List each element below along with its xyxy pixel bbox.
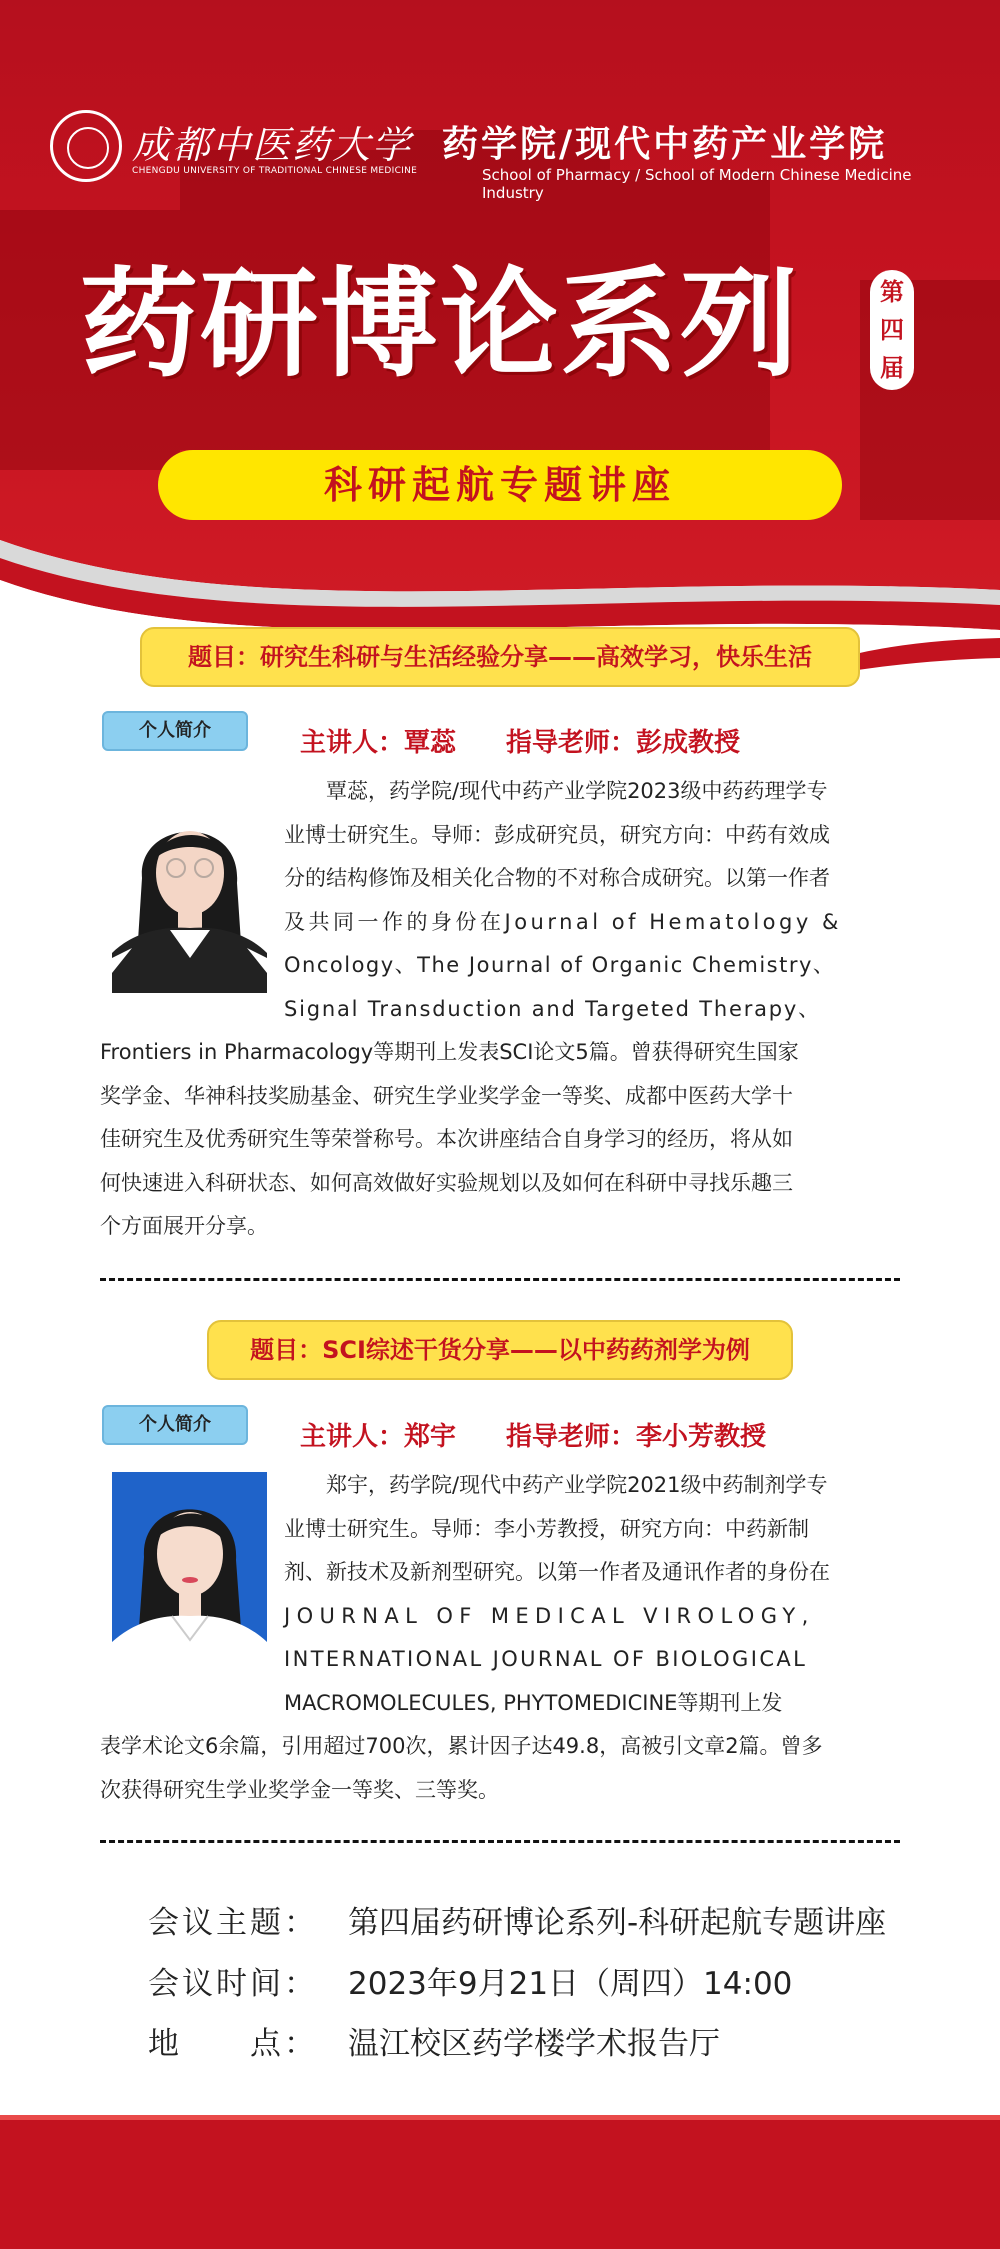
university-name-en: CHENGDU UNIVERSITY OF TRADITIONAL CHINESE MEDICINE bbox=[132, 166, 418, 176]
bio-line: Frontiers in Pharmacology等期刊上发表SCI论文5篇。曾获得研究生国家 bbox=[100, 1040, 799, 1064]
bio-line: INTERNATIONAL JOURNAL OF BIOLOGICAL bbox=[284, 1647, 808, 1671]
logo-row bbox=[50, 110, 970, 202]
bio-line: 何快速进入科研状态、如何高效做好实验规划以及如何在科研中寻找乐趣三 bbox=[100, 1170, 793, 1195]
speaker-photo bbox=[112, 1472, 267, 1686]
meeting-time-value: 2023年9月21日（周四）14:00 bbox=[348, 1966, 793, 2002]
speaker-bio-bottom bbox=[100, 1725, 900, 1812]
university-name-cn: 成都中医药大学 bbox=[132, 123, 413, 167]
bio-line: 奖学金、华神科技奖励基金、研究生学业奖学金一等奖、成都中医药大学十 bbox=[100, 1083, 793, 1108]
intro-tag-label: 个人简介 bbox=[139, 720, 211, 741]
intro-tag-label: 个人简介 bbox=[139, 1414, 211, 1435]
speaker-bio-top bbox=[284, 770, 900, 1031]
speaker-name: 主讲人：覃蕊 bbox=[300, 728, 457, 758]
school-name-en: School of Pharmacy / School of Modern Chinese Medicine Industry bbox=[482, 166, 912, 202]
footer-band bbox=[0, 2120, 1000, 2249]
topic-text: 题目：研究生科研与生活经验分享——高效学习，快乐生活 bbox=[188, 643, 812, 671]
meeting-place-value: 温江校区药学楼学术报告厅 bbox=[348, 2026, 720, 2062]
subtitle-text: 科研起航专题讲座 bbox=[323, 463, 676, 507]
bio-line: 个方面展开分享。 bbox=[100, 1214, 268, 1238]
series-title: 药研博论系列 bbox=[80, 255, 801, 393]
edition-badge bbox=[870, 270, 914, 390]
bio-line: 覃蕊，药学院/现代中药产业学院2023级中药药理学专 bbox=[326, 779, 828, 803]
bio-line: 郑宇，药学院/现代中药产业学院2021级中药制剂学专 bbox=[326, 1473, 828, 1497]
bio-line: 业博士研究生。导师：彭成研究员，研究方向：中药有效成 bbox=[284, 822, 830, 847]
bio-line: 表学术论文6余篇，引用超过700次，累计因子达49.8，高被引文章2篇。曾多 bbox=[100, 1734, 823, 1758]
bio-line: 及共同一作的身份在Journal of Hematology & bbox=[284, 909, 842, 934]
bio-line: Oncology、The Journal of Organic Chemistry、 bbox=[284, 953, 836, 977]
edition-char: 届 bbox=[880, 354, 904, 382]
meeting-theme bbox=[148, 1897, 886, 1942]
bio-line: 业博士研究生。导师：李小芳教授，研究方向：中药新制 bbox=[284, 1516, 809, 1541]
topic-pill bbox=[140, 627, 860, 687]
divider bbox=[100, 1840, 900, 1843]
topic-pill bbox=[207, 1320, 793, 1380]
meeting-place-label: 地 点： bbox=[148, 2026, 318, 2062]
edition-char: 第 bbox=[880, 278, 904, 306]
bio-line: 剂、新技术及新剂型研究。以第一作者及通讯作者的身份在 bbox=[284, 1560, 830, 1584]
intro-tag bbox=[102, 711, 248, 751]
topic-text: 题目：SCI综述干货分享——以中药药剂学为例 bbox=[250, 1336, 750, 1364]
meeting-theme-label: 会议主题： bbox=[148, 1905, 318, 1941]
bio-line: MACROMOLECULES, PHYTOMEDICINE等期刊上发 bbox=[284, 1690, 783, 1715]
speaker-name: 主讲人：郑宇 bbox=[300, 1422, 457, 1452]
speaker-bio-bottom bbox=[100, 1031, 900, 1249]
speaker-photo bbox=[112, 798, 267, 993]
bio-line: 次获得研究生学业奖学金一等奖、三等奖。 bbox=[100, 1777, 499, 1802]
advisor-name: 指导老师：彭成教授 bbox=[506, 728, 741, 758]
speaker-line bbox=[300, 722, 740, 759]
meeting-time bbox=[148, 1958, 792, 2003]
speaker-bio-top bbox=[284, 1464, 900, 1725]
school-name-cn: 药学院/现代中药产业学院 bbox=[442, 123, 888, 165]
edition-char: 四 bbox=[880, 316, 904, 344]
bio-line: 分的结构修饰及相关化合物的不对称合成研究。以第一作者 bbox=[284, 866, 830, 890]
university-logo-icon bbox=[50, 110, 122, 182]
bio-line: JOURNAL OF MEDICAL VIROLOGY, bbox=[284, 1603, 815, 1628]
speaker-line bbox=[300, 1416, 766, 1453]
meeting-place bbox=[148, 2018, 720, 2063]
bio-line: 佳研究生及优秀研究生等荣誉称号。本次讲座结合自身学习的经历，将从如 bbox=[100, 1127, 793, 1151]
meeting-theme-value: 第四届药研博论系列-科研起航专题讲座 bbox=[348, 1905, 887, 1941]
bio-line: Signal Transduction and Targeted Therapy、 bbox=[284, 996, 821, 1021]
advisor-name: 指导老师：李小芳教授 bbox=[506, 1422, 767, 1452]
intro-tag bbox=[102, 1405, 248, 1445]
divider bbox=[100, 1278, 900, 1281]
meeting-time-label: 会议时间： bbox=[148, 1966, 318, 2002]
